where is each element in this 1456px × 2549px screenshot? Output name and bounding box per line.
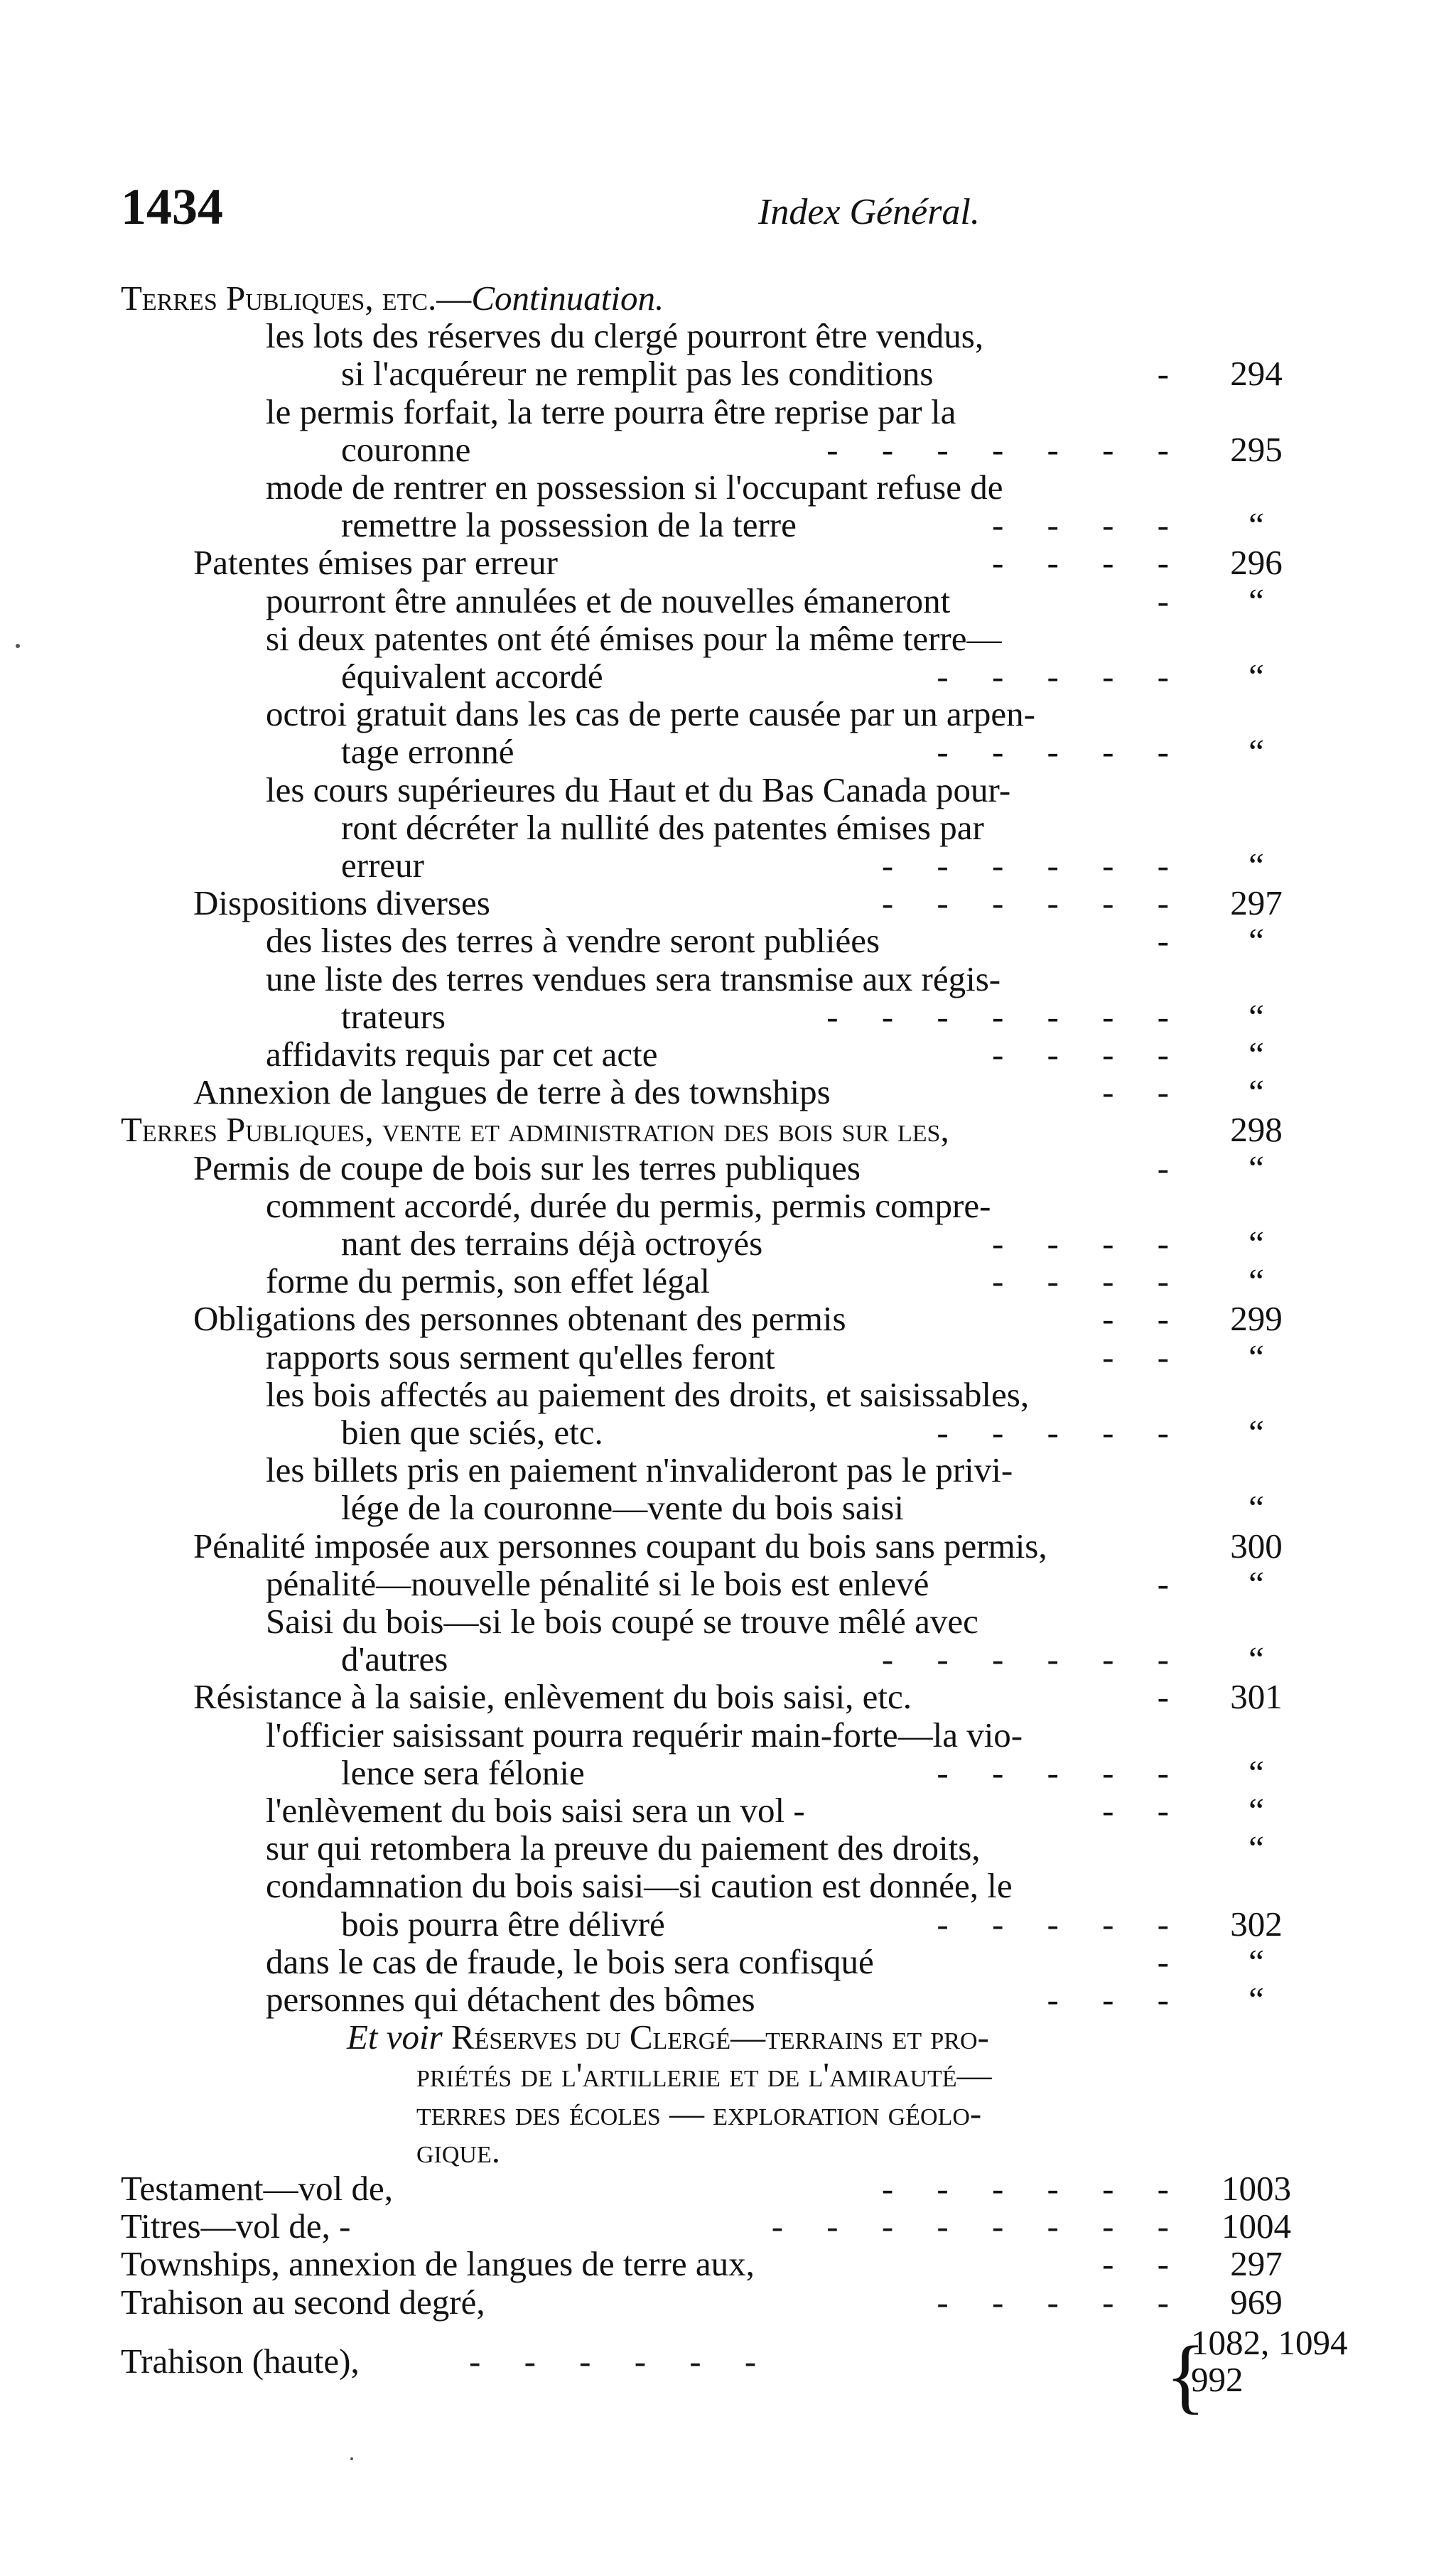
- entry-text: [193, 884, 490, 922]
- index-line: [0, 1678, 1456, 1716]
- leader-dots: - - - -: [991, 505, 1169, 544]
- entry-italic-tail: Continuation.: [471, 279, 664, 318]
- entry-page-ref: 297: [1230, 883, 1283, 922]
- page-number: 1434: [121, 178, 223, 235]
- entry-main-text: Dispositions diverses: [193, 883, 490, 922]
- leader-dots: - -: [1102, 1337, 1169, 1376]
- entry-text: [416, 2056, 992, 2094]
- entry-main-text: Obligations des personnes obtenant des permis: [193, 1299, 846, 1338]
- entry-main-text: personnes qui détachent des bômes: [266, 1980, 755, 2019]
- leader-dots: - - - -: [991, 1035, 1169, 1074]
- entry-page-ref: “: [1249, 657, 1264, 696]
- entry-main-text: trateurs: [341, 997, 446, 1036]
- entry-text: [341, 1640, 448, 1678]
- index-line: [0, 998, 1456, 1036]
- entry-text: [266, 1943, 874, 1981]
- index-line: [0, 1867, 1456, 1905]
- leader-dots: - - - - - -: [881, 1639, 1169, 1678]
- index-line: [0, 1829, 1456, 1868]
- entry-main-text: condamnation du bois saisi—si caution est donnée, le: [266, 1866, 1013, 1905]
- entry-text: [121, 2170, 393, 2208]
- index-line: [0, 620, 1456, 658]
- entry-main-text: Résistance à la saisie, enlèvement du bois saisi, etc.: [193, 1677, 912, 1716]
- leader-dots: -: [1157, 354, 1169, 393]
- leader-dots: - -: [1102, 1072, 1169, 1111]
- index-line: [0, 2132, 1456, 2170]
- entry-text: [193, 1149, 861, 1187]
- index-line: [0, 355, 1456, 393]
- entry-main-text: Terres Publiques, etc.—: [121, 279, 472, 318]
- entry-text: [341, 506, 797, 544]
- leader-dots: - - - - -: [937, 657, 1169, 696]
- entry-page-ref: “: [1249, 505, 1264, 544]
- entry-text: [266, 1565, 929, 1603]
- leader-dots: - - - -: [991, 1224, 1169, 1263]
- index-line: [0, 1754, 1456, 1792]
- entry-page-ref: 299: [1230, 1299, 1283, 1338]
- entry-text: [266, 1602, 978, 1641]
- entry-page-ref: 1004: [1222, 2206, 1291, 2246]
- leader-dots: - - - - -: [937, 1413, 1169, 1452]
- entry-main-text: Pénalité imposée aux personnes coupant du bois sans permis,: [193, 1526, 1047, 1565]
- entry-main-text: lége de la couronne—vente du bois saisi: [341, 1488, 904, 1527]
- index-line: [0, 733, 1456, 771]
- entry-text: [266, 1981, 755, 2019]
- entry-main-text: lence sera félonie: [341, 1753, 585, 1792]
- leader-dots: - - - -: [991, 543, 1169, 582]
- leader-dots: - -: [1102, 2244, 1169, 2283]
- entry-text: [266, 1451, 1013, 1489]
- index-line: [0, 279, 1456, 318]
- entry-text: [121, 2207, 351, 2246]
- entry-main-text: forme du permis, son effet légal: [266, 1261, 711, 1300]
- entry-page-1: 1082, 1094: [1191, 2323, 1348, 2362]
- index-line: [0, 1716, 1456, 1755]
- entry-main-text: équivalent accordé: [341, 657, 603, 696]
- entry-page-ref: 300: [1230, 1526, 1283, 1565]
- entry-main-text: pénalité—nouvelle pénalité si le bois est enlevé: [266, 1564, 929, 1603]
- entry-page-ref: “: [1249, 1337, 1264, 1376]
- entry-main-text: les billets pris en paiement n'invalideront pas le privi-: [266, 1450, 1013, 1489]
- entry-main-text: priétés de l'artillerie et de l'amirauté—: [416, 2055, 992, 2094]
- leader-dots: -: [1157, 1148, 1169, 1187]
- entry-main-text: Saisi du bois—si le bois coupé se trouve mêlé avec: [266, 1602, 978, 1641]
- entry-text: [416, 2132, 500, 2170]
- leader-dots: - -: [1102, 1299, 1169, 1338]
- leader-dots: - - - - - -: [881, 2169, 1169, 2208]
- entry-text: [266, 1262, 710, 1300]
- entry-main-text: Titres—vol de, -: [121, 2206, 351, 2246]
- leader-dots: - - - - -: [937, 2283, 1169, 2322]
- index-line: [0, 1300, 1456, 1338]
- entry-main-text: Annexion de langues de terre à des townships: [193, 1072, 831, 1111]
- entry-page-ref: “: [1249, 997, 1264, 1036]
- entry-page-ref: 1003: [1222, 2169, 1291, 2208]
- entry-text: [341, 998, 446, 1036]
- leader-dots: - - - - - - - -: [771, 2206, 1169, 2246]
- leader-dots: -: [1157, 921, 1169, 960]
- index-line: [0, 1527, 1456, 1565]
- entry-text: [266, 620, 1001, 658]
- index-line: [0, 317, 1456, 355]
- entry-page-ref: “: [1249, 1791, 1264, 1830]
- entry-main-text: bois pourra être délivré: [341, 1904, 665, 1944]
- index-line: [0, 1565, 1456, 1603]
- entry-text: [341, 1754, 585, 1792]
- leader-dots: -: [1157, 581, 1169, 620]
- index-line: [0, 1451, 1456, 1489]
- entry-page-ref: “: [1249, 1564, 1264, 1603]
- entry-page-2: 992: [1191, 2360, 1244, 2399]
- index-line: [0, 2018, 1456, 2057]
- entry-text: [341, 657, 603, 696]
- entry-main-text: l'enlèvement du bois saisi sera un vol -: [266, 1791, 805, 1830]
- index-line: [0, 1224, 1456, 1263]
- entry-main-text: les cours supérieures du Haut et du Bas Canada pour-: [266, 770, 1011, 809]
- entry-text: [193, 544, 558, 582]
- entry-main-text: ront décréter la nullité des patentes émises par: [341, 808, 984, 847]
- entry-page-ref: “: [1249, 1072, 1264, 1111]
- entry-text: [266, 1829, 981, 1868]
- entry-main-text: dans le cas de fraude, le bois sera confisqué: [266, 1942, 874, 1981]
- entry-page-ref: “: [1249, 1753, 1264, 1792]
- entry-text: [341, 846, 424, 885]
- entry-text: [341, 431, 470, 469]
- entry-text: [266, 1338, 775, 1376]
- entry-main-text: sur qui retombera la preuve du paiement des droits,: [266, 1828, 981, 1868]
- leader-dots: - - - - - -: [881, 846, 1169, 885]
- index-line: [0, 922, 1456, 960]
- entry-text: [121, 2245, 755, 2283]
- index-line: [0, 1111, 1456, 1149]
- entry-page-ref: 295: [1230, 430, 1283, 469]
- entry-main-text: nant des terrains déjà octroyés: [341, 1224, 763, 1263]
- leader-dots: - - - - - -: [469, 2341, 757, 2381]
- entry-main-text: Townships, annexion de langues de terre aux,: [121, 2244, 755, 2283]
- index-line: [0, 1338, 1456, 1376]
- entry-main-text: les bois affectés au paiement des droits, et saisissables,: [266, 1375, 1030, 1414]
- entry-text: [341, 1413, 603, 1452]
- entry-main-text: erreur: [341, 846, 424, 885]
- entry-main-text: l'officier saisissant pourra requérir main-forte—la vio-: [266, 1715, 1023, 1755]
- entry-page-ref: “: [1249, 1261, 1264, 1300]
- index-line: [0, 846, 1456, 885]
- entry-page-ref: 298: [1230, 1110, 1283, 1149]
- index-line: [0, 1489, 1456, 1527]
- index-line: [0, 695, 1456, 733]
- entry-text: [266, 468, 1003, 507]
- entry-text: [121, 2283, 485, 2322]
- index-line: [0, 1413, 1456, 1452]
- entry-page-ref: 294: [1230, 354, 1283, 393]
- entry-italic-head: Et voir: [347, 2017, 451, 2057]
- index-line: [0, 1035, 1456, 1074]
- index-line: [0, 2207, 1456, 2246]
- entry-main-text: si deux patentes ont été émises pour la même terre—: [266, 619, 1002, 658]
- entry-main-text: octroi gratuit dans les cas de perte causée par un arpen-: [266, 694, 1035, 733]
- entry-text: [193, 1527, 1047, 1565]
- entry-page-ref: “: [1249, 921, 1264, 960]
- index-line: [0, 1943, 1456, 1981]
- entry-page-ref: “: [1249, 1942, 1264, 1981]
- entry-page-ref: 302: [1230, 1904, 1283, 1944]
- entry-main-text: le permis forfait, la terre pourra être reprise par la: [266, 392, 956, 431]
- entry-main-text: Testament—vol de,: [121, 2169, 394, 2208]
- brace-symbol: {: [1165, 2329, 1206, 2422]
- leader-dots: - - - -: [991, 1261, 1169, 1300]
- index-line: [0, 809, 1456, 847]
- stray-mark: [16, 644, 20, 648]
- index-line: [0, 1640, 1456, 1678]
- entry-main-text: si l'acquéreur ne remplit pas les conditions: [341, 354, 934, 393]
- entry-text: [266, 1867, 1013, 1905]
- index-line: [0, 506, 1456, 544]
- index-line: [0, 2170, 1456, 2208]
- entry-main-text: des listes des terres à vendre seront publiées: [266, 921, 880, 960]
- index-line: [0, 2094, 1456, 2133]
- entry-main-text: d'autres: [341, 1639, 448, 1678]
- index-line: [0, 1149, 1456, 1187]
- leader-dots: - - - - -: [937, 1904, 1169, 1944]
- index-line: [0, 2283, 1456, 2322]
- entry-text: [266, 582, 950, 620]
- entry-main-text: pourront être annulées et de nouvelles émaneront: [266, 581, 951, 620]
- index-line: [0, 1981, 1456, 2019]
- entry-text: [266, 317, 983, 355]
- entry-text: [341, 733, 514, 771]
- entry-text: [347, 2018, 989, 2057]
- index-line: [0, 582, 1456, 620]
- stray-mark: [350, 2457, 353, 2460]
- entry-main-text: mode de rentrer en possession si l'occupant refuse de: [266, 468, 1003, 507]
- index-line: [0, 960, 1456, 998]
- entry-main-text: affidavits requis par cet acte: [266, 1035, 658, 1074]
- index-line: [0, 771, 1456, 809]
- index-line: [0, 2245, 1456, 2283]
- entry-text: [266, 1035, 657, 1074]
- index-line: [0, 468, 1456, 507]
- index-line: [0, 1602, 1456, 1641]
- entry-main-text: Réserves du Clergé—terrains et pro-: [451, 2017, 989, 2057]
- entry-text: [341, 1905, 665, 1944]
- index-line: [0, 1073, 1456, 1111]
- index-line: [0, 1376, 1456, 1414]
- entry-main-text: tage erronné: [341, 732, 514, 771]
- entry-page-ref: “: [1249, 1488, 1264, 1527]
- entry-text: [266, 1376, 1029, 1414]
- entry-text: [193, 1678, 912, 1716]
- entry-main-text: terres des écoles — exploration géolo-: [416, 2093, 982, 2133]
- entry-text: [341, 355, 933, 393]
- index-line: [0, 1791, 1456, 1830]
- entry-text: [266, 1791, 805, 1830]
- entry-page-ref: 297: [1230, 2244, 1283, 2283]
- index-line: [0, 1187, 1456, 1225]
- index-line: [0, 657, 1456, 696]
- index-line: [0, 1262, 1456, 1300]
- entry-page-ref: “: [1249, 581, 1264, 620]
- leader-dots: - - -: [1047, 1980, 1169, 2019]
- leader-dots: - - - - -: [937, 732, 1169, 771]
- entry-main-text: les lots des réserves du clergé pourront être vendus,: [266, 316, 984, 355]
- entry-text: [341, 1489, 904, 1527]
- entry-text: [121, 1111, 949, 1149]
- entry-text: [341, 1224, 762, 1263]
- entry-text: [266, 922, 880, 960]
- entry-page-ref: “: [1249, 1639, 1264, 1678]
- entry-text: [266, 695, 1035, 733]
- index-line: [0, 544, 1456, 582]
- leader-dots: - - - - -: [937, 1753, 1169, 1792]
- entry-main-text: Trahison au second degré,: [121, 2283, 485, 2322]
- entry-page-ref: “: [1249, 1828, 1264, 1868]
- running-title: Index Général.: [758, 192, 980, 232]
- leader-dots: - - - - - -: [881, 883, 1169, 922]
- entry-text: Trahison (haute),: [121, 2341, 360, 2381]
- entry-main-text: couronne: [341, 430, 471, 469]
- index-line: [0, 2056, 1456, 2094]
- leader-dots: - - - - - - -: [826, 430, 1169, 469]
- entry-page-ref: “: [1249, 732, 1264, 771]
- index-line: [0, 884, 1456, 922]
- entry-main-text: comment accordé, durée du permis, permis compre-: [266, 1186, 991, 1225]
- entry-main-text: gique.: [416, 2131, 501, 2170]
- entry-text: [266, 1187, 991, 1225]
- entry-text: [266, 393, 956, 431]
- index-line: [0, 431, 1456, 469]
- entry-main-text: remettre la possession de la terre: [341, 505, 797, 544]
- leader-dots: -: [1157, 1942, 1169, 1981]
- entry-text: [266, 771, 1010, 809]
- entry-page-ref: “: [1249, 1035, 1264, 1074]
- entry-page-ref: 969: [1230, 2283, 1283, 2322]
- entry-page-ref: “: [1249, 1224, 1264, 1263]
- entry-text: [193, 1300, 846, 1338]
- entry-main-text: Patentes émises par erreur: [193, 543, 558, 582]
- leader-dots: - - - - - - -: [826, 997, 1169, 1036]
- entry-text: [266, 1716, 1023, 1755]
- entry-page-ref: 296: [1230, 543, 1283, 582]
- entry-main-text: une liste des terres vendues sera transmise aux régis-: [266, 959, 1001, 998]
- entry-page-ref: 301: [1230, 1677, 1283, 1716]
- entry-main-text: Terres Publiques, vente et administration des bois sur les,: [121, 1110, 949, 1149]
- entry-main-text: rapports sous serment qu'elles feront: [266, 1337, 775, 1376]
- leader-dots: -: [1157, 1564, 1169, 1603]
- leader-dots: - -: [1102, 1791, 1169, 1830]
- entry-text: [121, 279, 664, 318]
- index-line: [0, 1905, 1456, 1944]
- leader-dots: -: [1157, 1677, 1169, 1716]
- entry-text: [341, 809, 984, 847]
- index-line: [0, 393, 1456, 431]
- entry-page-ref: “: [1249, 846, 1264, 885]
- entry-page-ref: “: [1249, 1980, 1264, 2019]
- entry-text: [266, 960, 1001, 998]
- entry-main-text: Permis de coupe de bois sur les terres publiques: [193, 1148, 861, 1187]
- entry-text: [193, 1073, 831, 1111]
- entry-main-text: bien que sciés, etc.: [341, 1413, 603, 1452]
- entry-page-ref: “: [1249, 1148, 1264, 1187]
- entry-page-ref: “: [1249, 1413, 1264, 1452]
- entry-text: [416, 2094, 981, 2133]
